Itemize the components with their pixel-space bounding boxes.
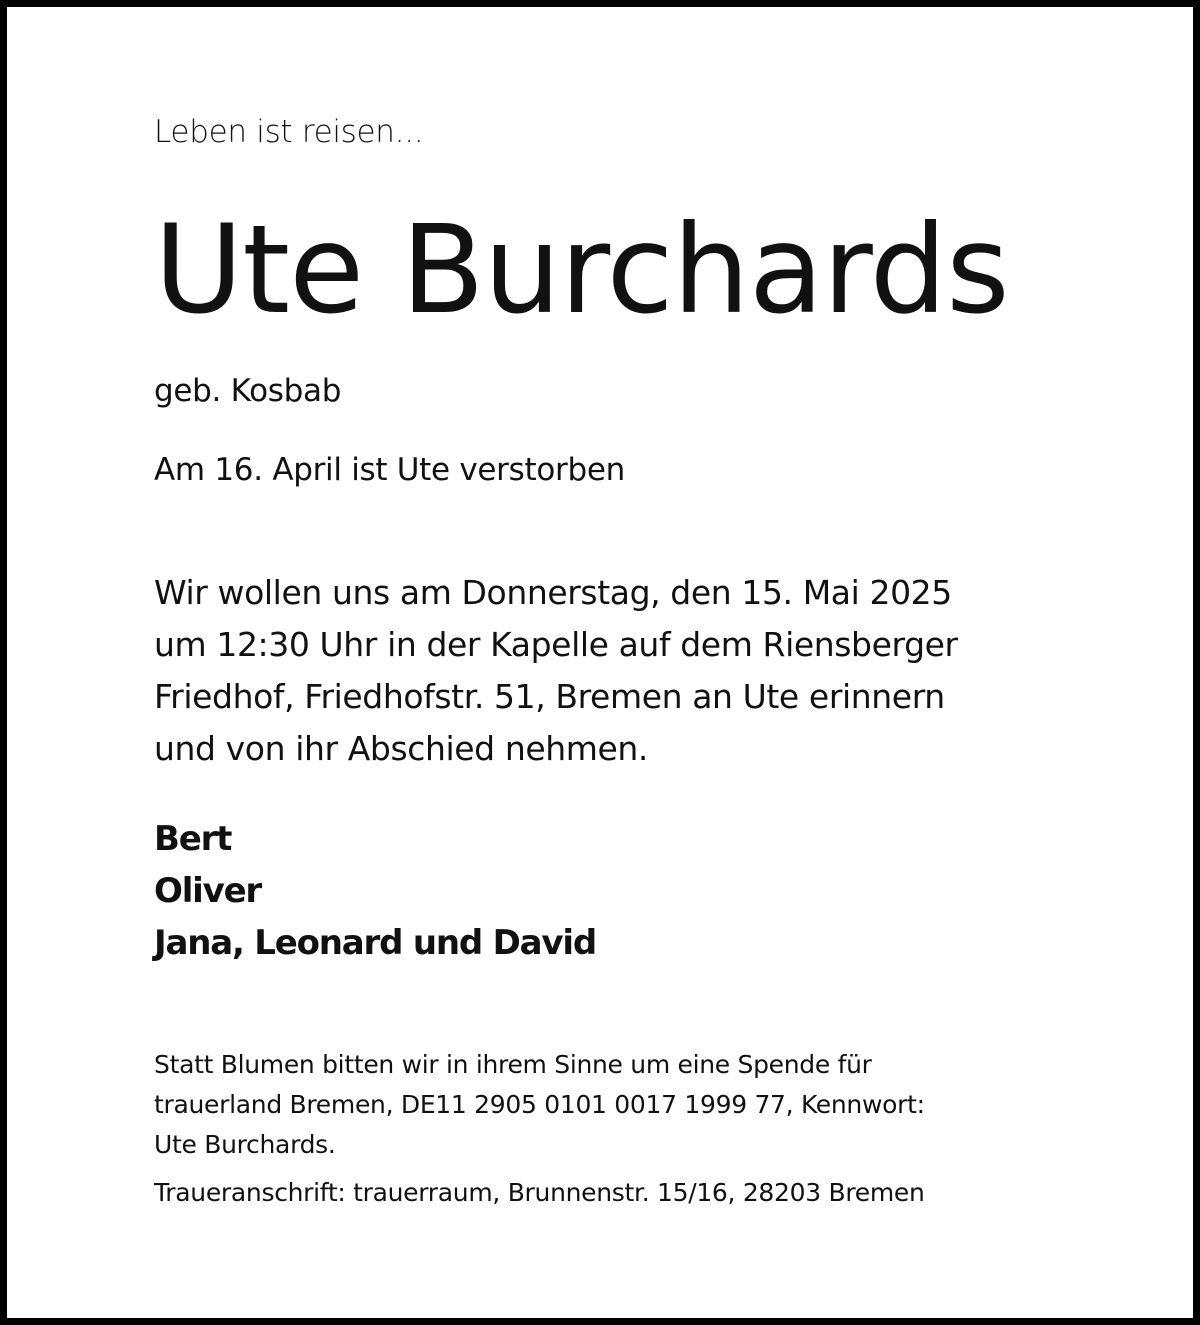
death-note: Am 16. April ist Ute verstorben — [154, 452, 625, 488]
donation-line: Statt Blumen bitten wir in ihrem Sinne um eine Spende für — [154, 1050, 872, 1079]
maiden-name: geb. Kosbab — [154, 373, 342, 409]
donation-line: Ute Burchards. — [154, 1130, 336, 1159]
ceremony-line: und von ihr Abschied nehmen. — [154, 729, 648, 768]
ceremony-line: Friedhof, Friedhofstr. 51, Bremen an Ute erinnern — [154, 677, 945, 716]
family-member: Bert — [154, 819, 232, 859]
ceremony-text — [154, 567, 1054, 775]
family-member: Jana, Leonard und David — [154, 923, 596, 963]
mourning-address: Traueranschrift: trauerraum, Brunnenstr. 15/16, 28203 Bremen — [154, 1178, 925, 1207]
family-member: Oliver — [154, 871, 262, 911]
donation-note — [154, 1045, 1054, 1165]
deceased-name: Ute Burchards — [154, 199, 1009, 341]
family-list — [154, 813, 596, 969]
ceremony-line: um 12:30 Uhr in der Kapelle auf dem Riensberger — [154, 625, 958, 664]
motto: Leben ist reisen... — [154, 114, 424, 150]
donation-line: trauerland Bremen, DE11 2905 0101 0017 1999 77, Kennwort: — [154, 1090, 925, 1119]
ceremony-line: Wir wollen uns am Donnerstag, den 15. Mai 2025 — [154, 573, 952, 612]
